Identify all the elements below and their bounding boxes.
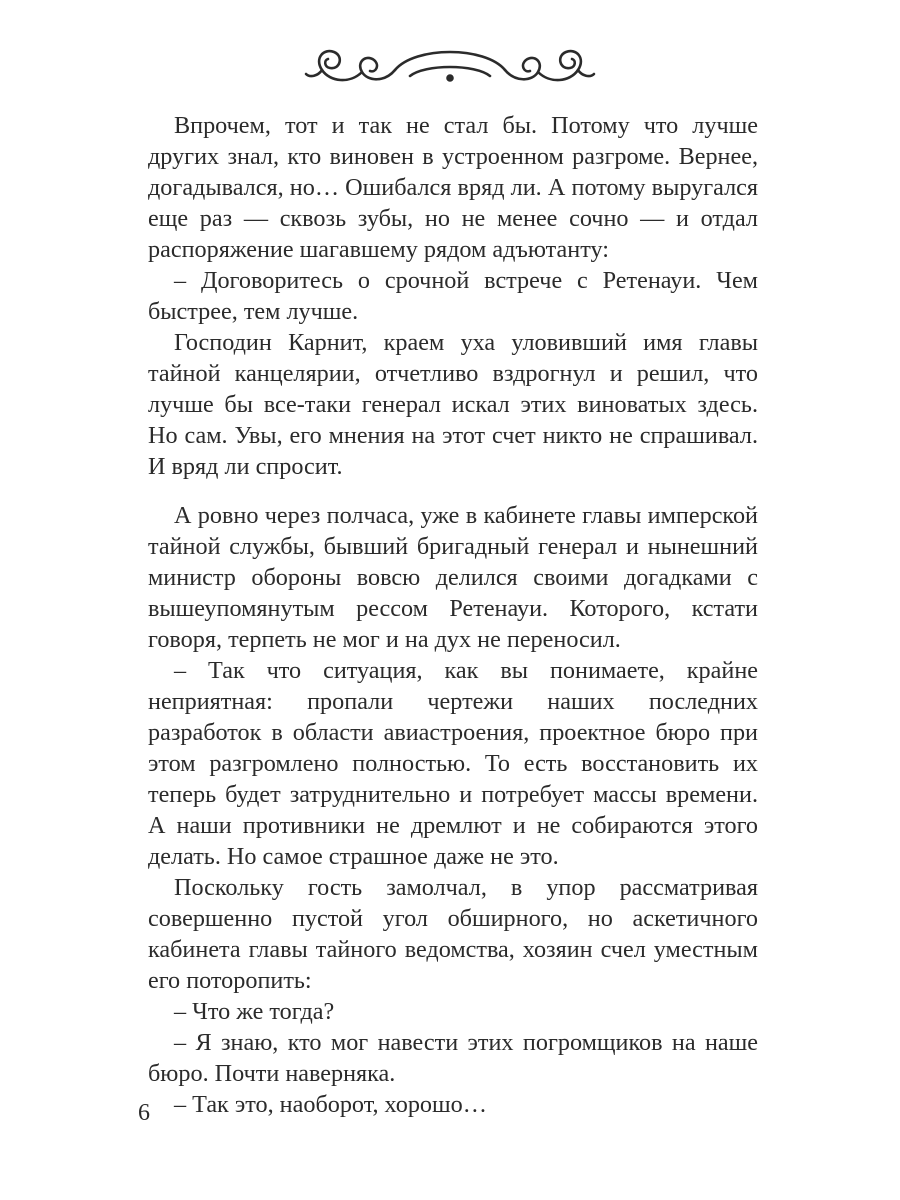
paragraph: – Что же тогда? <box>174 998 335 1025</box>
paragraph: – Так что ситуация, как вы понимаете, крайне неприятная: пропали чертежи наших последних разработок в области авиастроения, проектное бюро при этом разгромлено полностью. То есть восстановить их теперь будет затруднительно и потребует массы времени. А наши противники не дремлют и не собираются этого делать. Но самое страшное даже не это. <box>148 657 758 870</box>
text-block-1 <box>148 110 758 482</box>
paragraph: Господин Карнит, краем уха уловивший имя главы тайной канцелярии, отчетливо вздрогнул и решил, что лучше бы все-таки генерал искал этих виноватых здесь. Но сам. Увы, его мнения на этот счет никто не спрашивал. И вряд ли спросит. <box>148 329 758 480</box>
scroll-flourish-icon <box>300 40 600 90</box>
paragraph: Впрочем, тот и так не стал бы. Потому что лучше других знал, кто виновен в устроенном разгроме. Вернее, догадывался, но… Ошибался вряд ли. А потому выругался еще раз — сквозь зубы, но не менее сочно — и отдал распоряжение шагавшему рядом адъютанту: <box>148 112 758 263</box>
paragraph: А ровно через полчаса, уже в кабинете главы имперской тайной службы, бывший бригадный генерал и нынешний министр обороны вовсю делился своими догадками с вышеупомянутым рессом Ретенауи. Которого, кстати говоря, терпеть не мог и на дух не переносил. <box>148 502 758 653</box>
page-number: 6 <box>138 1100 150 1126</box>
paragraph: – Я знаю, кто мог навести этих погромщиков на наше бюро. Почти наверняка. <box>148 1029 758 1087</box>
paragraph: – Договоритесь о срочной встрече с Ретенауи. Чем быстрее, тем лучше. <box>148 267 758 325</box>
text-block-2 <box>148 500 758 1120</box>
paragraph: – Так это, наоборот, хорошо… <box>174 1091 487 1118</box>
paragraph: Поскольку гость замолчал, в упор рассматривая совершенно пустой угол обширного, но аскетичного кабинета главы тайного ведомства, хозяин счел уместным его поторопить: <box>148 874 758 994</box>
